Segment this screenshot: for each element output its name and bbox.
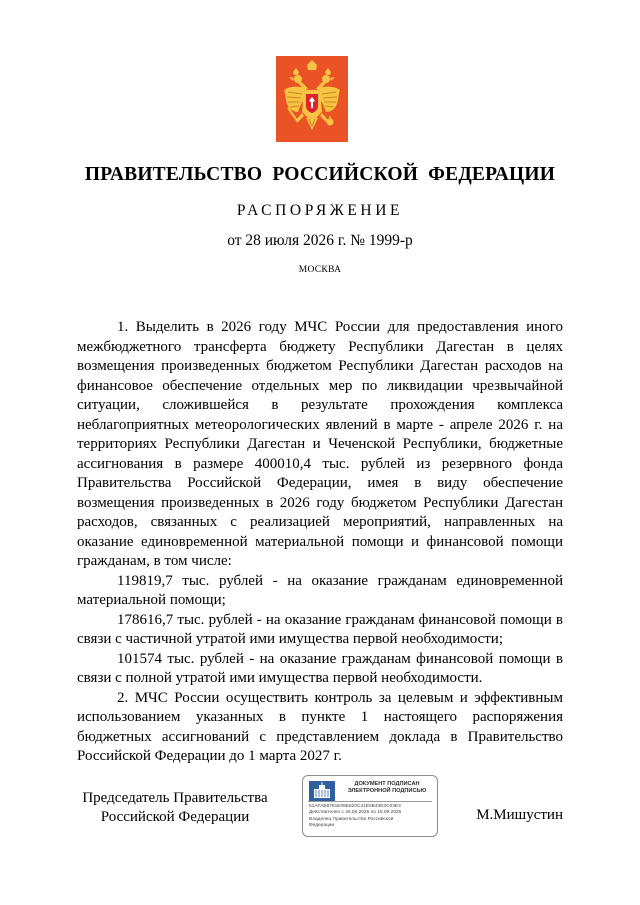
stamp-header xyxy=(339,781,435,795)
stamp-header-line2: ЭЛЕКТРОННОЙ ПОДПИСЬЮ xyxy=(347,788,427,794)
signatory-position xyxy=(75,789,275,827)
signatory-position-line2: Российской Федерации xyxy=(100,809,250,825)
stamp-owner-line1: Владелец Правительство Российской xyxy=(309,816,394,822)
signatory-position-line1: Председатель Правительства xyxy=(82,790,268,806)
stamp-validity: Действителен с 26.06.2025 по 19.09.2026 xyxy=(309,810,402,816)
stamp-certificate: 51AFAB6781E08E620C41E5B43E3C03E3 xyxy=(309,804,401,809)
stamp-details xyxy=(309,804,435,830)
coat-of-arms-emblem xyxy=(276,56,348,142)
stamp-divider xyxy=(308,801,432,802)
government-title: ПРАВИТЕЛЬСТВО РОССИЙСКОЙ ФЕДЕРАЦИИ xyxy=(84,164,556,185)
document-city: МОСКВА xyxy=(298,265,342,275)
document-type: РАСПОРЯЖЕНИЕ xyxy=(236,202,404,219)
electronic-signature-stamp xyxy=(302,775,438,837)
document-body xyxy=(77,318,563,767)
double-headed-eagle-icon xyxy=(276,56,348,142)
stamp-header-line1: ДОКУМЕНТ ПОДПИСАН xyxy=(354,781,420,787)
paragraph-2: 119819,7 тыс. рублей - на оказание гражданам единовременной материальной помощи; xyxy=(77,572,563,608)
paragraph-3: 178616,7 тыс. рублей - на оказание гражданам финансовой помощи в связи с частичной утратой ими имущества первой необходимости; xyxy=(77,611,563,647)
signatory-name: М.Мишустин xyxy=(476,807,563,823)
stamp-owner-line2: Федерации xyxy=(309,823,335,829)
paragraph-1: 1. Выделить в 2026 году МЧС России для предоставления иного межбюджетного трансферта бюджету Республики Дагестан в целях возмещения произведенных бюджетом Республики Дагестан расходов на финансовое обеспечение отдельных мер по ликвидации чрезвычайной ситуации, сложившейся в результате прохождения комплекса неблагоприятных метеорологических явлений в марте - апреле 2026 г. на территориях Республики Дагестан и Чеченской Республики, бюджетные ассигнования в размере 400010,4 тыс. рублей из резервного фонда Правительства Российской Федерации, имея в виду обеспечение возмещения произведенных в 2026 году бюджетом Республики Дагестан расходов, связанных с реализацией мероприятий, направленных на оказание единовременной материальной помощи и финансовой помощи гражданам, в том числе: xyxy=(77,319,563,569)
paragraph-4: 101574 тыс. рублей - на оказание гражданам финансовой помощи в связи с полной утратой ими имущества первой необходимости. xyxy=(77,650,563,686)
paragraph-5: 2. МЧС России осуществить контроль за целевым и эффективным использованием указанных в пункте 1 настоящего распоряжения бюджетных ассигнований с представлением доклада в Правительство Российской Федерации до 1 марта 2027 г. xyxy=(77,689,563,764)
document-date-number: от 28 июля 2026 г. № 1999-р xyxy=(227,232,413,249)
government-building-icon xyxy=(309,781,335,801)
